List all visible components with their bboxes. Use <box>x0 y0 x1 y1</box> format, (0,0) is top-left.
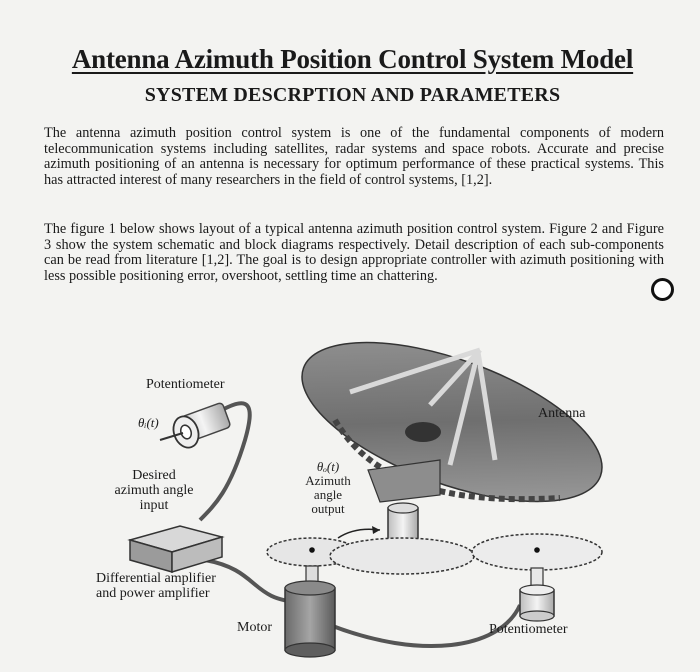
antenna-label: Antenna <box>538 406 586 421</box>
section-subtitle: SYSTEM DESCRPTION AND PARAMETERS <box>144 84 561 106</box>
potentiometer-bottom-label: Potentiometer <box>489 622 568 637</box>
motor-label: Motor <box>237 620 272 635</box>
azimuth-gear-icon <box>330 538 474 574</box>
output-potentiometer-icon <box>520 568 554 621</box>
goal-paragraph: The figure 1 below shows layout of a typical antenna azimuth position control system. Figure 2 and Figure 3 show the system schematic and block diagrams respectively. Detail description of each sub-components can be read from literature [1,2]. The goal is to design appropriate controller with azimuth positioning with less possible positioning error, overshoot, settling time an chattering. <box>44 221 664 284</box>
motor-icon <box>285 566 335 657</box>
input-potentiometer-icon <box>160 402 231 451</box>
feedback-gear-icon <box>472 534 602 570</box>
azimuth-output-label: θₒ(t) Azimuth angle output <box>305 459 351 516</box>
amplifier-box-icon <box>130 526 222 572</box>
amplifier-label: Differential amplifier and power amplifier <box>96 571 216 601</box>
antenna-system-figure <box>0 330 700 667</box>
desired-angle-label: Desired azimuth angle input <box>114 468 194 513</box>
intro-paragraph: The antenna azimuth position control system is one of the fundamental components of modern telecommunication systems including satellites, radar systems and space robots. Accurate and precise azimuth positioning of an antenna is necessary for optimum performance of these practical systems. This has attracted interest of many researchers in the field of control systems, [1,2]. <box>44 125 664 188</box>
potentiometer-top-label: Potentiometer <box>146 377 225 392</box>
theta-input-label: θᵢ(t) <box>138 415 159 430</box>
page-title: Antenna Azimuth Position Control System Model <box>71 44 634 74</box>
touch-cursor-icon <box>651 278 674 301</box>
